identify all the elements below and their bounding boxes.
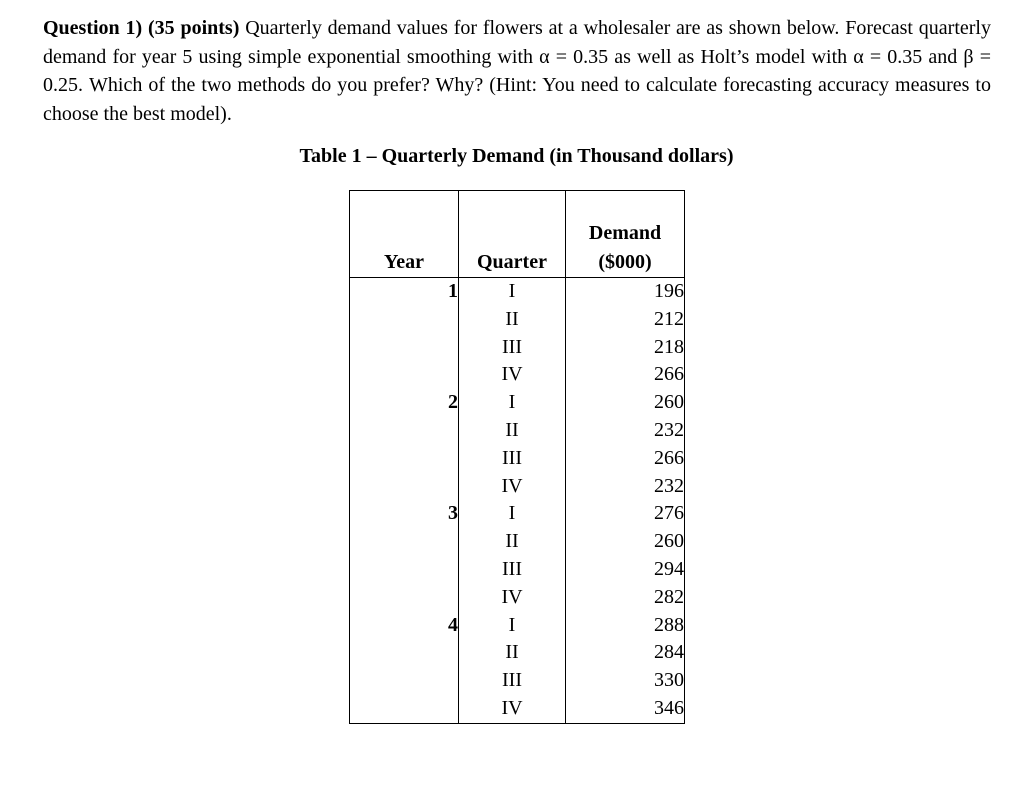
table-row <box>350 445 685 473</box>
header-year: Year <box>350 191 459 278</box>
table-row <box>350 473 685 501</box>
quarter-cell: II <box>459 528 566 556</box>
quarter-cell: I <box>459 500 566 528</box>
quarter-cell: III <box>459 556 566 584</box>
table-row <box>350 612 685 640</box>
demand-cell: 276 <box>566 500 685 528</box>
demand-cell: 212 <box>566 306 685 334</box>
table-row <box>350 334 685 362</box>
demand-cell: 266 <box>566 361 685 389</box>
demand-table <box>349 190 685 724</box>
demand-cell: 218 <box>566 334 685 362</box>
table-row <box>350 361 685 389</box>
quarter-cell: II <box>459 639 566 667</box>
year-cell <box>350 417 459 445</box>
year-cell <box>350 584 459 612</box>
year-cell: 1 <box>350 278 459 306</box>
demand-cell: 346 <box>566 695 685 723</box>
quarter-cell: I <box>459 612 566 640</box>
year-cell: 3 <box>350 500 459 528</box>
table-row <box>350 528 685 556</box>
table-row <box>350 278 685 306</box>
year-cell <box>350 556 459 584</box>
demand-cell: 266 <box>566 445 685 473</box>
header-quarter: Quarter <box>459 191 566 278</box>
demand-cell: 282 <box>566 584 685 612</box>
year-cell <box>350 445 459 473</box>
year-cell <box>350 528 459 556</box>
table-header-row <box>350 191 685 278</box>
quarter-cell: I <box>459 389 566 417</box>
demand-cell: 232 <box>566 417 685 445</box>
table-row <box>350 695 685 723</box>
demand-cell: 330 <box>566 667 685 695</box>
table-row <box>350 417 685 445</box>
demand-cell: 260 <box>566 528 685 556</box>
table-row <box>350 556 685 584</box>
year-cell: 4 <box>350 612 459 640</box>
year-cell <box>350 306 459 334</box>
demand-cell: 232 <box>566 473 685 501</box>
year-cell <box>350 639 459 667</box>
table-row <box>350 500 685 528</box>
demand-cell: 196 <box>566 278 685 306</box>
table-row <box>350 389 685 417</box>
question-text <box>43 14 991 128</box>
quarter-cell: IV <box>459 473 566 501</box>
quarter-cell: IV <box>459 695 566 723</box>
year-cell <box>350 334 459 362</box>
demand-cell: 260 <box>566 389 685 417</box>
demand-cell: 284 <box>566 639 685 667</box>
year-cell <box>350 361 459 389</box>
header-demand-line1: Demand <box>588 222 662 244</box>
table-row <box>350 306 685 334</box>
header-demand <box>566 191 685 278</box>
table-row <box>350 667 685 695</box>
quarter-cell: IV <box>459 584 566 612</box>
quarter-cell: III <box>459 334 566 362</box>
table-row <box>350 639 685 667</box>
quarter-cell: I <box>459 278 566 306</box>
table-caption: Table 1 – Quarterly Demand (in Thousand dollars) <box>299 145 734 167</box>
quarter-cell: III <box>459 667 566 695</box>
quarter-cell: II <box>459 306 566 334</box>
demand-cell: 288 <box>566 612 685 640</box>
header-demand-line2: ($000) <box>598 251 652 273</box>
quarter-cell: III <box>459 445 566 473</box>
demand-cell: 294 <box>566 556 685 584</box>
question-lead: Question 1) (35 points) <box>43 17 240 39</box>
year-cell: 2 <box>350 389 459 417</box>
year-cell <box>350 667 459 695</box>
table-body <box>350 278 685 724</box>
year-cell <box>350 473 459 501</box>
table-row <box>350 584 685 612</box>
quarter-cell: IV <box>459 361 566 389</box>
quarter-cell: II <box>459 417 566 445</box>
question-body: Quarterly demand values for flowers at a wholesaler are as shown below. Forecast quarterly demand for year 5 using simple exponential smoothing with α = 0.35 as well as Holt’s model with α = 0.35 and β = 0.25. Which of the two methods do you prefer? Why? (Hint: You need to calculate forecasting accuracy measures to choose the best model). <box>43 17 991 125</box>
year-cell <box>350 695 459 723</box>
